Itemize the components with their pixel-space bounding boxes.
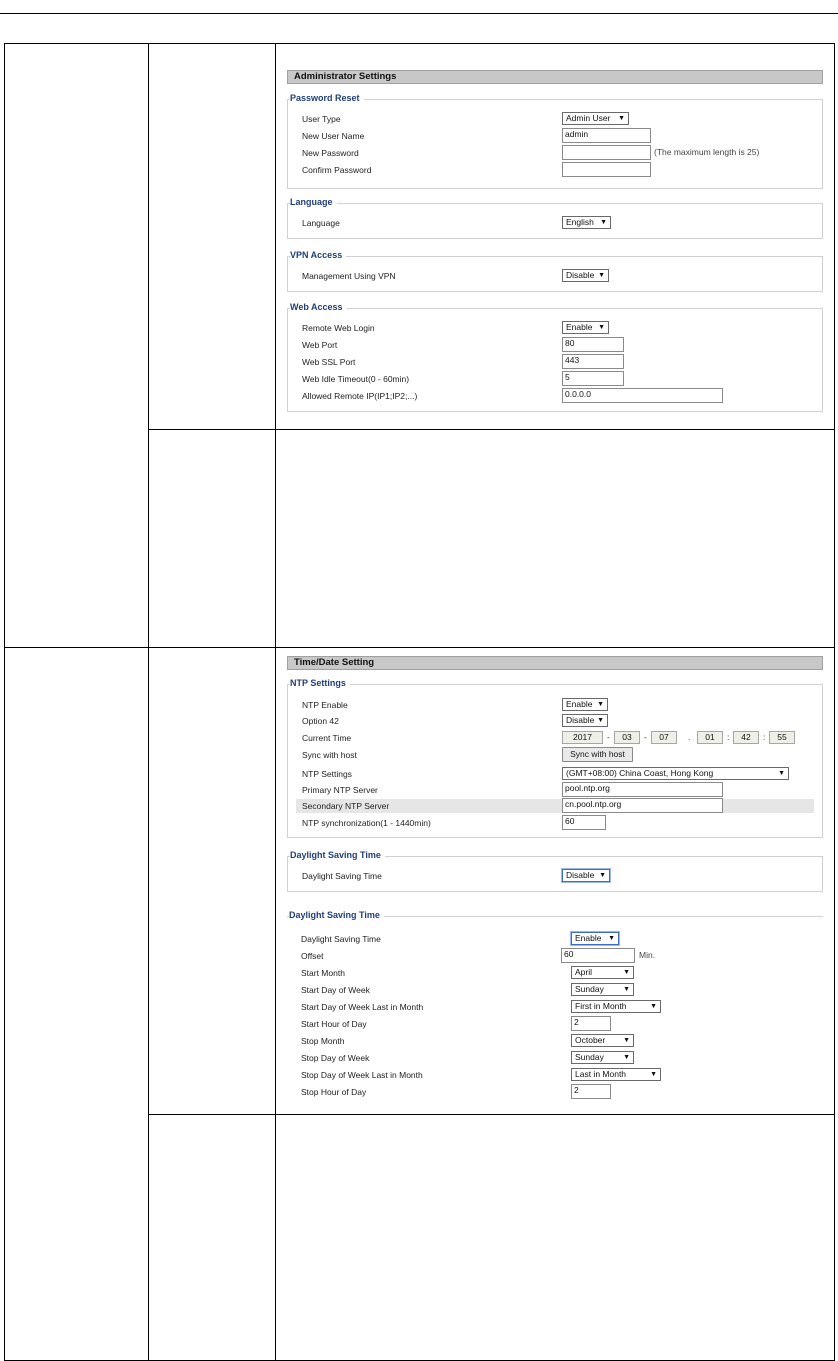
ntp-enable-label: NTP Enable [302,700,348,710]
start-month-select[interactable]: April ▼ [571,966,634,979]
language-group [287,197,823,239]
current-time-year: 2017 [562,731,603,744]
management-vpn-select[interactable]: Disable ▼ [562,269,609,282]
stop-month-label: Stop Month [301,1036,345,1046]
date-time-separator: . [688,732,691,742]
allowed-remote-ip-label: Allowed Remote IP(IP1;IP2;...) [302,391,418,401]
web-idle-timeout-input[interactable]: 5 [562,371,624,386]
confirm-password-label: Confirm Password [302,165,372,175]
dst-disabled-select[interactable]: Disable ▼ [562,869,610,882]
current-time-label: Current Time [302,733,352,743]
chevron-down-icon: ▼ [650,1071,657,1078]
current-time-day: 07 [651,731,677,744]
stop-hour-of-day-input[interactable]: 2 [571,1084,611,1099]
ntp-settings-legend: NTP Settings [290,678,350,688]
allowed-remote-ip-input[interactable]: 0.0.0.0 [562,388,723,403]
start-day-of-week-label: Start Day of Week [301,985,370,995]
max-length-note: (The maximum length is 25) [654,147,760,157]
stop-hour-of-day-label: Stop Hour of Day [301,1087,367,1097]
vpn-access-group [287,250,823,292]
table-row-divider-b [4,647,835,648]
web-access-group [287,302,823,412]
ntp-settings-group [287,678,823,838]
language-label: Language [302,218,340,228]
web-port-input[interactable]: 80 [562,337,624,352]
time-separator: : [763,732,766,742]
ntp-sync-interval-input[interactable]: 60 [562,815,606,830]
user-type-select[interactable]: Admin User ▼ [562,112,629,125]
time-date-title: Time/Date Setting [287,656,823,670]
chevron-down-icon: ▼ [650,1003,657,1010]
sync-with-host-button[interactable]: Sync with host [562,747,633,762]
option-42-label: Option 42 [302,716,339,726]
ntp-enable-select[interactable]: Enable ▼ [562,698,608,711]
remote-web-login-label: Remote Web Login [302,323,375,333]
admin-settings-title: Administrator Settings [287,70,823,84]
ntp-sync-interval-label: NTP synchronization(1 - 1440min) [302,818,431,828]
start-dow-last-in-month-label: Start Day of Week Last in Month [301,1002,424,1012]
vpn-access-legend: VPN Access [290,250,346,260]
table-row-divider-c [148,1114,835,1115]
current-time-second: 55 [769,731,795,744]
current-time-month: 03 [614,731,640,744]
page-header-rule [0,13,838,14]
timezone-select[interactable]: (GMT+08:00) China Coast, Hong Kong ▼ [562,767,789,780]
dst-enabled-label: Daylight Saving Time [301,934,381,944]
table-row-divider-a [148,429,835,430]
stop-day-of-week-select[interactable]: Sunday ▼ [571,1051,634,1064]
stop-day-of-week-label: Stop Day of Week [301,1053,370,1063]
dst-enabled-group [287,910,823,1104]
start-hour-of-day-label: Start Hour of Day [301,1019,367,1029]
stop-dow-last-in-month-select[interactable]: Last in Month ▼ [571,1068,661,1081]
chevron-down-icon: ▼ [618,115,625,122]
web-idle-timeout-label: Web Idle Timeout(0 - 60min) [302,374,410,384]
ntp-settings-label: NTP Settings [302,769,352,779]
chevron-down-icon: ▼ [599,872,606,879]
new-user-name-label: New User Name [302,131,365,141]
offset-input[interactable]: 60 [561,948,635,963]
dst-enabled-legend: Daylight Saving Time [289,910,384,920]
chevron-down-icon: ▼ [623,969,630,976]
primary-ntp-server-label: Primary NTP Server [302,785,378,795]
chevron-down-icon: ▼ [608,935,615,942]
current-time-minute: 42 [733,731,759,744]
start-dow-last-in-month-select[interactable]: First in Month ▼ [571,1000,661,1013]
password-reset-group [287,93,823,189]
new-user-name-input[interactable]: admin [562,128,651,143]
language-select[interactable]: English ▼ [562,216,611,229]
language-legend: Language [290,197,337,207]
password-reset-legend: Password Reset [290,93,364,103]
option-42-select[interactable]: Disable ▼ [562,714,608,727]
table-column-divider-1 [148,43,149,1361]
web-port-label: Web Port [302,340,338,350]
new-password-input[interactable] [562,145,651,160]
chevron-down-icon: ▼ [623,1054,630,1061]
start-day-of-week-select[interactable]: Sunday ▼ [571,983,634,996]
secondary-ntp-server-label: Secondary NTP Server [302,801,390,811]
admin-settings-panel [287,70,823,415]
table-column-divider-2 [275,43,276,1361]
dst-enabled-select[interactable]: Enable ▼ [571,932,619,945]
confirm-password-input[interactable] [562,162,651,177]
current-time-hour: 01 [697,731,723,744]
time-date-panel [287,656,823,1107]
sync-with-host-label: Sync with host [302,750,357,760]
start-hour-of-day-input[interactable]: 2 [571,1016,611,1031]
chevron-down-icon: ▼ [778,770,785,777]
remote-web-login-select[interactable]: Enable ▼ [562,321,609,334]
web-ssl-port-label: Web SSL Port [302,357,356,367]
chevron-down-icon: ▼ [623,986,630,993]
chevron-down-icon: ▼ [598,272,605,279]
management-vpn-label: Management Using VPN [302,271,396,281]
chevron-down-icon: ▼ [600,219,607,226]
offset-unit: Min. [639,950,656,960]
web-access-legend: Web Access [290,302,347,312]
web-ssl-port-input[interactable]: 443 [562,354,624,369]
chevron-down-icon: ▼ [597,717,604,724]
date-separator: - [644,732,647,742]
primary-ntp-server-input[interactable]: pool.ntp.org [562,782,723,797]
offset-label: Offset [301,951,324,961]
new-password-label: New Password [302,148,359,158]
chevron-down-icon: ▼ [598,324,605,331]
user-type-label: User Type [302,114,341,124]
secondary-ntp-server-input[interactable]: cn.pool.ntp.org [562,798,723,813]
stop-month-select[interactable]: October ▼ [571,1034,634,1047]
start-month-label: Start Month [301,968,345,978]
date-separator: - [607,732,610,742]
dst-disabled-label: Daylight Saving Time [302,871,382,881]
dst-disabled-legend: Daylight Saving Time [290,850,385,860]
dst-disabled-group [287,850,823,892]
time-separator: : [727,732,730,742]
stop-dow-last-in-month-label: Stop Day of Week Last in Month [301,1070,423,1080]
chevron-down-icon: ▼ [623,1037,630,1044]
chevron-down-icon: ▼ [597,701,604,708]
